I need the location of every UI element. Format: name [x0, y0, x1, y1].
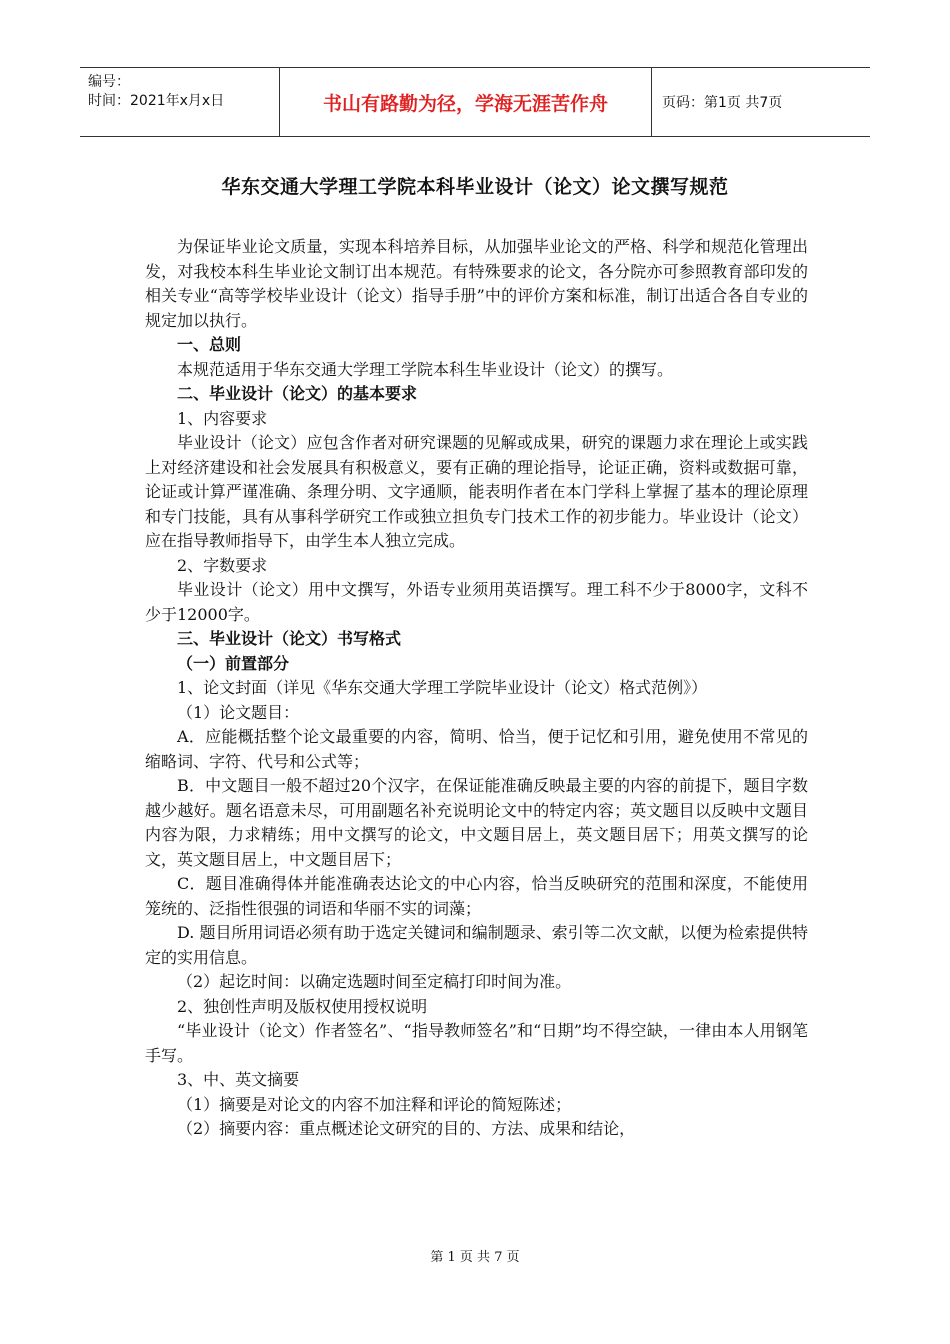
list-item: D. 题目所用词语必须有助于选定关键词和编制题录、索引等二次文献，以便为检索提供特定的实用信息。 — [145, 923, 808, 967]
document-title: 华东交通大学理工学院本科毕业设计（论文）论文撰写规范 — [221, 176, 729, 198]
section-heading-writing-format: 三、毕业设计（论文）书写格式 — [177, 629, 402, 648]
document-number-label: 编号： — [88, 74, 130, 90]
section-heading-basic-requirements: 二、毕业设计（论文）的基本要求 — [177, 384, 418, 403]
paragraph: 1、论文封面（详见《华东交通大学理工学院毕业设计（论文）格式范例》） — [177, 678, 708, 697]
paragraph: 毕业设计（论文）用中文撰写，外语专业须用英语撰写。理工科不少于8000字，文科不少于12000字。 — [145, 580, 808, 624]
paragraph: “毕业设计（论文）作者签名”、“指导教师签名”和“日期”均不得空缺，一律由本人用钢笔手写。 — [145, 1021, 808, 1065]
subheading-declaration: 2、独创性声明及版权使用授权说明 — [177, 996, 428, 1016]
list-item: （1）摘要是对论文的内容不加注释和评论的简短陈述； — [177, 1094, 572, 1114]
list-item: A．应能概括整个论文最重要的内容，简明、恰当，便于记忆和引用，避免使用不常见的缩略词、字符、代号和公式等； — [145, 727, 808, 771]
list-item: C．题目准确得体并能准确表达论文的中心内容，恰当反映研究的范围和深度，不能使用笼统的、泛指性很强的词语和华丽不实的词藻； — [145, 874, 808, 918]
list-item: B．中文题目一般不超过20个汉字，在保证能准确反映最主要的内容的前提下，题目字数越少越好。题名语意未尽，可用副题名补充说明论文中的特定内容；英文题目以反映中文题目内容为限，力求精练；用中文撰写的论文，中文题目居上，英文题目居下；用英文撰写的论文，英文题目居上，中文题目居下； — [145, 776, 808, 869]
list-item: （2）摘要内容：重点概述论文研究的目的、方法、成果和结论， — [177, 1119, 636, 1138]
section-heading-general: 一、总则 — [177, 335, 242, 354]
subheading-content-requirements: 1、内容要求 — [177, 408, 268, 428]
document-body — [145, 235, 808, 1142]
subsection-heading-front-matter: （一）前置部分 — [177, 653, 290, 673]
page-header — [80, 67, 870, 137]
header-motto: 书山有路勤为径，学海无涯苦作舟 — [280, 68, 652, 136]
paragraph: 毕业设计（论文）应包含作者对研究课题的见解或成果，研究的课题力求在理论上或实践上对经济建设和社会发展具有积极意义，要有正确的理论指导，论证正确，资料或数据可靠，论证或计算严谨准确、条理分明、文字通顺，能表明作者在本门学科上掌握了基本的理论原理和专门技能，具有从事科学研究工作或独立担负专门技术工作的初步能力。毕业设计（论文）应在指导教师指导下，由学生本人独立完成。 — [145, 433, 808, 550]
list-item: （2）起讫时间：以确定选题时间至定稿打印时间为准。 — [177, 972, 572, 991]
document-time: 时间：2021年x月x日 — [88, 93, 225, 109]
list-item: （1）论文题目： — [177, 702, 300, 722]
header-page-info: 页码：第1页 共7页 — [662, 95, 783, 111]
paragraph-intro: 为保证毕业论文质量，实现本科培养目标，从加强毕业论文的严格、科学和规范化管理出发，对我校本科生毕业论文制订出本规范。有特殊要求的论文，各分院亦可参照教育部印发的相关专业“高等学校毕业设计（论文）指导手册”中的评价方案和标准，制订出适合各自专业的规定加以执行。 — [145, 237, 808, 330]
paragraph: 本规范适用于华东交通大学理工学院本科生毕业设计（论文）的撰写。 — [177, 359, 674, 379]
page-footer: 第 1 页 共 7 页 — [430, 1250, 520, 1265]
subheading-word-count: 2、字数要求 — [177, 555, 268, 575]
header-meta — [80, 68, 280, 136]
subheading-abstract: 3、中、英文摘要 — [177, 1070, 300, 1089]
